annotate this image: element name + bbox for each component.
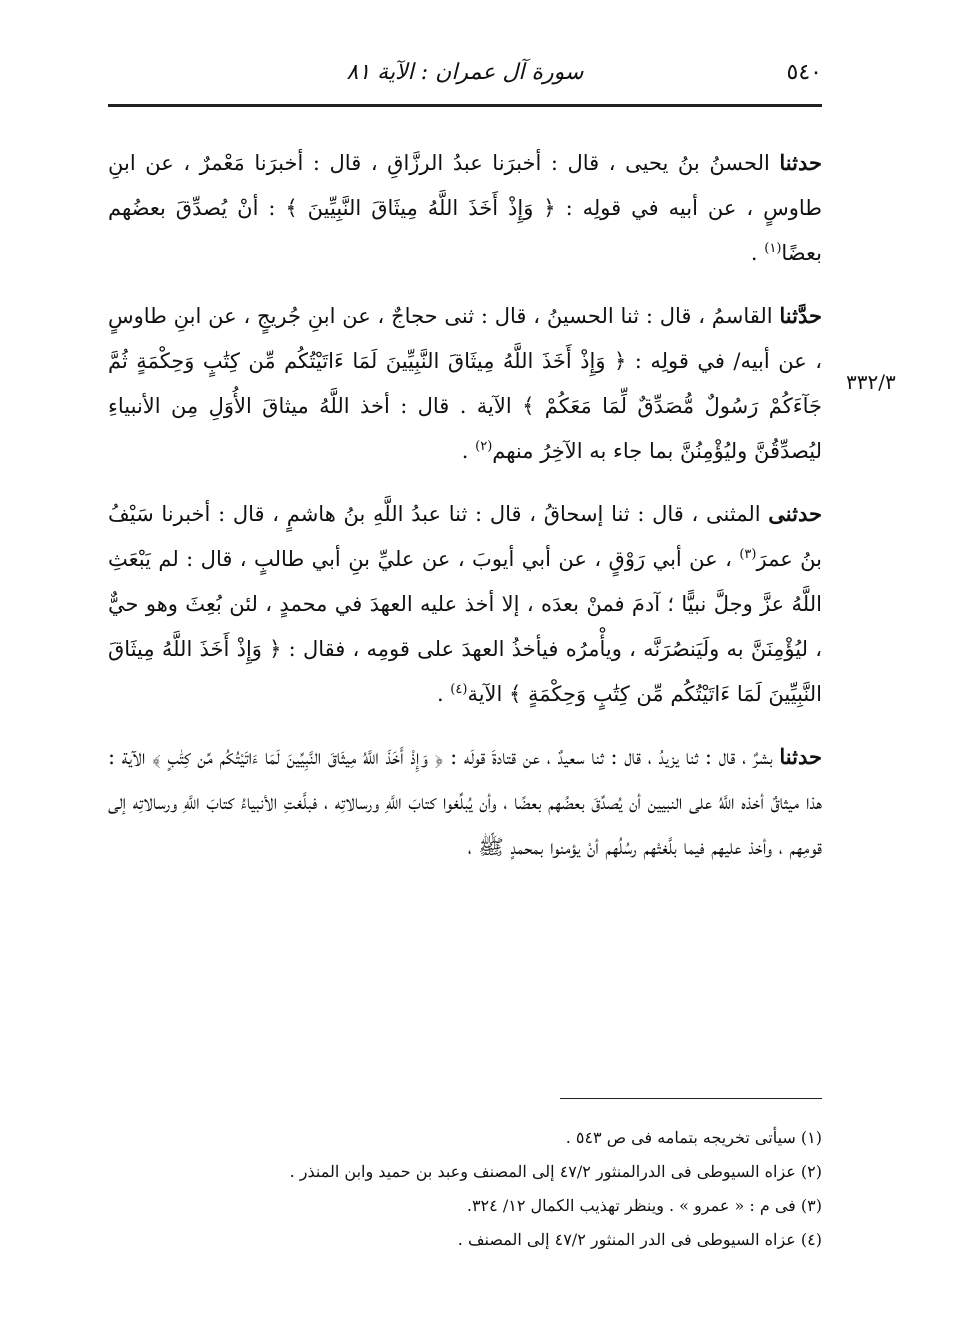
paragraph-text: الحسنُ بنُ يحيى ، قال : أخبرَنا عبدُ الرزَّاقِ ، قال : أخبرَنا مَعْمرٌ ، عن ابنِ طاوسٍ ، عن أبيه في قولِه : ﴿ وَإِذْ أَخَذَ اللَّهُ مِيثَاقَ النَّبِيِّينَ ﴾ : أنْ يُصدِّقَ بعضُهم بعضًا: [108, 151, 822, 265]
paragraph-1: [108, 140, 822, 276]
page-header: [108, 52, 822, 102]
footnote-ref-4: (٤): [450, 682, 468, 697]
header-divider: [108, 104, 822, 107]
paragraph-lead: حدثنى: [768, 501, 822, 526]
margin-reference: ٣٣٢/٣: [846, 370, 896, 394]
paragraph-text: بشرٌ ، قال : ثنا يزيدُ ، قال : ثنا سعيدٌ ، عن قتادةَ قولَه : ﴿ وَإِذْ أَخَذَ اللَّهُ مِيثَاقَ النَّبِيِّينَ لَمَا ءَاتَيْتُكُم مِّن كِتَٰبٍ ﴾ الآية : هذا ميثاقٌ أخذه اللَّهُ على النبيين أن يُصدِّقَ بعضُهم بعضًا ، وأن يُبلِّغوا كتابَ اللَّهِ ورسالاتِه ، فبلَّغتِ الأنبياءُ كتابَ اللَّهِ ورسالاتِه إلى قومِهم ، وأخذ عليهم فيما بلَّغتْهم رسُلُهم أنْ يؤمنوا بمحمدٍ ﷺ ،: [108, 745, 822, 859]
paragraph-lead: حدَّثنا: [779, 303, 822, 328]
paragraph-tail: .: [461, 439, 476, 463]
paragraph-text: القاسمُ ، قال : ثنا الحسينُ ، قال : ثنى حجاجٌ ، عن ابنِ جُريجٍ ، عن ابنِ طاوسٍ ، عن أبيه/ في قولِه : ﴿ وَإِذْ أَخَذَ اللَّهُ مِيثَاقَ النَّبِيِّينَ لَمَا ءَاتَيْتُكُم مِّن كِتَٰبٍ وَحِكْمَةٍ ثُمَّ جَآءَكُمْ رَسُولٌ مُّصَدِّقٌ لِّمَا مَعَكُمْ ﴾ الآية . قال : أخذ اللَّهُ ميثاقَ الأُوَلِ مِن الأنبياءِ ليُصدِّقُنَّ وليُؤْمِنُنَّ بما جاء به الآخِرُ منهم: [108, 304, 822, 463]
footnote-1: (١) سيأتى تخريجه بتمامه فى ص ٥٤٣ .: [565, 1128, 822, 1147]
footnote-ref-1: (١): [764, 241, 782, 256]
paragraph-3: [108, 491, 822, 717]
footnotes: [108, 1124, 822, 1260]
footnote-divider: [560, 1098, 822, 1099]
paragraph-4: [108, 734, 822, 870]
paragraph-tail: .: [436, 682, 451, 706]
paragraph-text-continued: ، عن أبي رَوْقٍ ، عن أبي أيوبَ ، عن عليِّ بنِ أبي طالبٍ ، قال : لم يَبْعَثِ اللَّهُ عزَّ وجلَّ نبيًّا ؛ آدمَ فمنْ بعدَه ، إلا أخذ عليه العهدَ في محمدٍ ، لئن بُعِثَ وهو حيٌّ ، ليُؤْمِنَنَّ به ولَيَنصُرَنَّه ، ويأْمرُه فيأخذُ العهدَ على قومِه ، فقال : ﴿ وَإِذْ أَخَذَ اللَّهُ مِيثَاقَ النَّبِيِّينَ لَمَا ءَاتَيْتُكُم مِّن كِتَٰبٍ وَحِكْمَةٍ ﴾ الآية: [108, 547, 822, 706]
paragraph-2: [108, 293, 822, 474]
main-text: [108, 140, 822, 887]
page-number: ٥٤٠: [786, 60, 822, 85]
footnote-3: (٣) فى م : « عمرو » . وينظر تهذيب الكمال ١٢/ ٣٢٤.: [466, 1196, 822, 1215]
footnote-4: (٤) عزاه السيوطى فى الدر المنثور ٤٧/٢ إلى المصنف .: [457, 1230, 822, 1249]
paragraph-lead: حدثنا: [779, 744, 822, 769]
footnote-ref-2: (٢): [475, 439, 493, 454]
footnote-2: (٢) عزاه السيوطى فى الدرالمنثور ٤٧/٢ إلى المصنف وعبد بن حميد وابن المنذر .: [289, 1162, 822, 1181]
footnote-ref-3: (٣): [739, 547, 757, 562]
paragraph-lead: حدثنا: [779, 150, 822, 175]
running-title: سورة آل عمران : الآية ٨١: [346, 60, 584, 85]
paragraph-tail: .: [750, 241, 765, 265]
paragraph-text: المثنى ، قال : ثنا إسحاقُ ، قال : ثنا عبدُ اللَّهِ بنُ هاشمٍ ، قال : أخبرنا سَيْفُ بنُ عمرَ: [108, 502, 823, 571]
